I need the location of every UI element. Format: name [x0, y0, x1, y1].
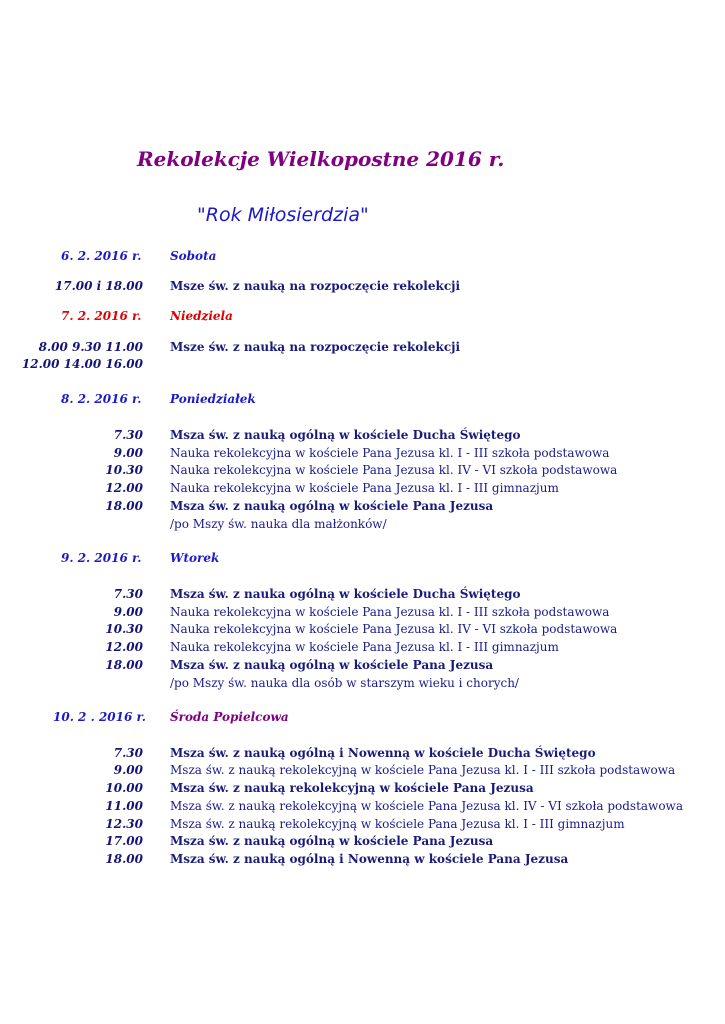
day-header-ash-wednesday	[0, 710, 725, 728]
event-time: 18.00	[105, 658, 143, 672]
day-date: 10. 2 . 2016 r.	[53, 710, 146, 724]
schedule-note	[0, 676, 725, 694]
schedule-row	[0, 340, 725, 358]
schedule-row	[0, 463, 725, 481]
event-description: Msza św. z nauką ogólną w kościele Pana Jezusa	[170, 658, 494, 672]
schedule-row	[0, 605, 725, 623]
event-time: 17.00	[105, 834, 143, 848]
schedule-note	[0, 517, 725, 535]
event-description: Nauka rekolekcyjna w kościele Pana Jezusa kl. I - III szkoła podstawowa	[170, 605, 610, 619]
schedule-row	[0, 817, 725, 835]
day-header-saturday	[0, 249, 725, 267]
schedule-row	[0, 499, 725, 517]
event-time: 10.30	[105, 622, 143, 636]
schedule-row	[0, 481, 725, 499]
day-date: 6. 2. 2016 r.	[61, 249, 142, 263]
event-description: /po Mszy św. nauka dla osób w starszym wieku i chorych/	[170, 676, 519, 690]
event-time: 11.00	[105, 799, 143, 813]
event-time: 18.00	[105, 852, 143, 866]
event-description: Msza św. z nauką ogólną w kościele Ducha Świętego	[170, 428, 521, 442]
event-description: Msza św. z nauką ogólną w kościele Pana Jezusa	[170, 499, 494, 513]
event-time: 12.00	[105, 481, 143, 495]
day-name: Sobota	[170, 249, 217, 263]
event-time: 9.00	[113, 446, 143, 460]
event-time: 9.00	[113, 605, 143, 619]
day-name: Środa Popielcowa	[170, 710, 289, 724]
event-description: Msza św. z nauką rekolekcyjną w kościele Pana Jezusa kl. I - III szkoła podstawowa	[170, 763, 676, 777]
day-header-tuesday	[0, 551, 725, 569]
event-time: 12.00 14.00 16.00	[21, 357, 143, 371]
document-title: Rekolekcje Wielkopostne 2016 r.	[137, 147, 505, 171]
event-time: 18.00	[105, 499, 143, 513]
day-name: Poniedziałek	[170, 392, 256, 406]
event-description: Msza św. z nauka ogólną w kościele Ducha Świętego	[170, 587, 521, 601]
schedule-row	[0, 763, 725, 781]
day-header-monday	[0, 392, 725, 410]
event-time: 10.30	[105, 463, 143, 477]
day-name: Niedziela	[170, 309, 233, 323]
event-time: 8.00 9.30 11.00	[38, 340, 143, 354]
day-header-sunday	[0, 309, 725, 327]
event-time: 10.00	[105, 781, 143, 795]
document-subtitle: "Rok Miłosierdzia"	[197, 204, 369, 226]
event-description: Nauka rekolekcyjna w kościele Pana Jezusa kl. IV - VI szkoła podstawowa	[170, 622, 618, 636]
day-date: 8. 2. 2016 r.	[61, 392, 142, 406]
schedule-row	[0, 428, 725, 446]
schedule-row	[0, 852, 725, 870]
event-description: Msza św. z nauką rekolekcyjną w kościele Pana Jezusa	[170, 781, 534, 795]
day-name: Wtorek	[170, 551, 220, 565]
schedule-row	[0, 622, 725, 640]
event-description: Msze św. z nauką na rozpoczęcie rekolekcji	[170, 279, 461, 293]
schedule-row	[0, 587, 725, 605]
schedule-row	[0, 834, 725, 852]
schedule-row	[0, 781, 725, 799]
event-time: 7.30	[113, 746, 143, 760]
event-description: Msza św. z nauką rekolekcyjną w kościele Pana Jezusa kl. IV - VI szkoła podstawowa	[170, 799, 683, 813]
event-description: Msza św. z nauką ogólną i Nowenną w kościele Ducha Świętego	[170, 746, 596, 760]
event-description: Nauka rekolekcyjna w kościele Pana Jezusa kl. I - III szkoła podstawowa	[170, 446, 610, 460]
schedule-row	[0, 799, 725, 817]
event-time: 12.00	[105, 640, 143, 654]
event-time: 9.00	[113, 763, 143, 777]
event-time: 17.00 i 18.00	[54, 279, 143, 293]
day-date: 9. 2. 2016 r.	[61, 551, 142, 565]
event-description: Msza św. z nauką ogólną w kościele Pana Jezusa	[170, 834, 494, 848]
schedule-row	[0, 279, 725, 297]
schedule-row	[0, 746, 725, 764]
event-description: Msze św. z nauką na rozpoczęcie rekolekcji	[170, 340, 461, 354]
schedule-row-continued	[0, 357, 725, 375]
schedule-row	[0, 658, 725, 676]
schedule-row	[0, 446, 725, 464]
schedule-row	[0, 640, 725, 658]
event-description: Nauka rekolekcyjna w kościele Pana Jezusa kl. I - III gimnazjum	[170, 481, 559, 495]
day-date: 7. 2. 2016 r.	[61, 309, 142, 323]
event-description: Nauka rekolekcyjna w kościele Pana Jezusa kl. IV - VI szkoła podstawowa	[170, 463, 618, 477]
event-description: Msza św. z nauką ogólną i Nowenną w kościele Pana Jezusa	[170, 852, 569, 866]
event-description: Msza św. z nauką rekolekcyjną w kościele Pana Jezusa kl. I - III gimnazjum	[170, 817, 625, 831]
event-description: /po Mszy św. nauka dla małżonków/	[170, 517, 387, 531]
event-time: 7.30	[113, 587, 143, 601]
event-time: 12.30	[105, 817, 143, 831]
event-time: 7.30	[113, 428, 143, 442]
event-description: Nauka rekolekcyjna w kościele Pana Jezusa kl. I - III gimnazjum	[170, 640, 559, 654]
